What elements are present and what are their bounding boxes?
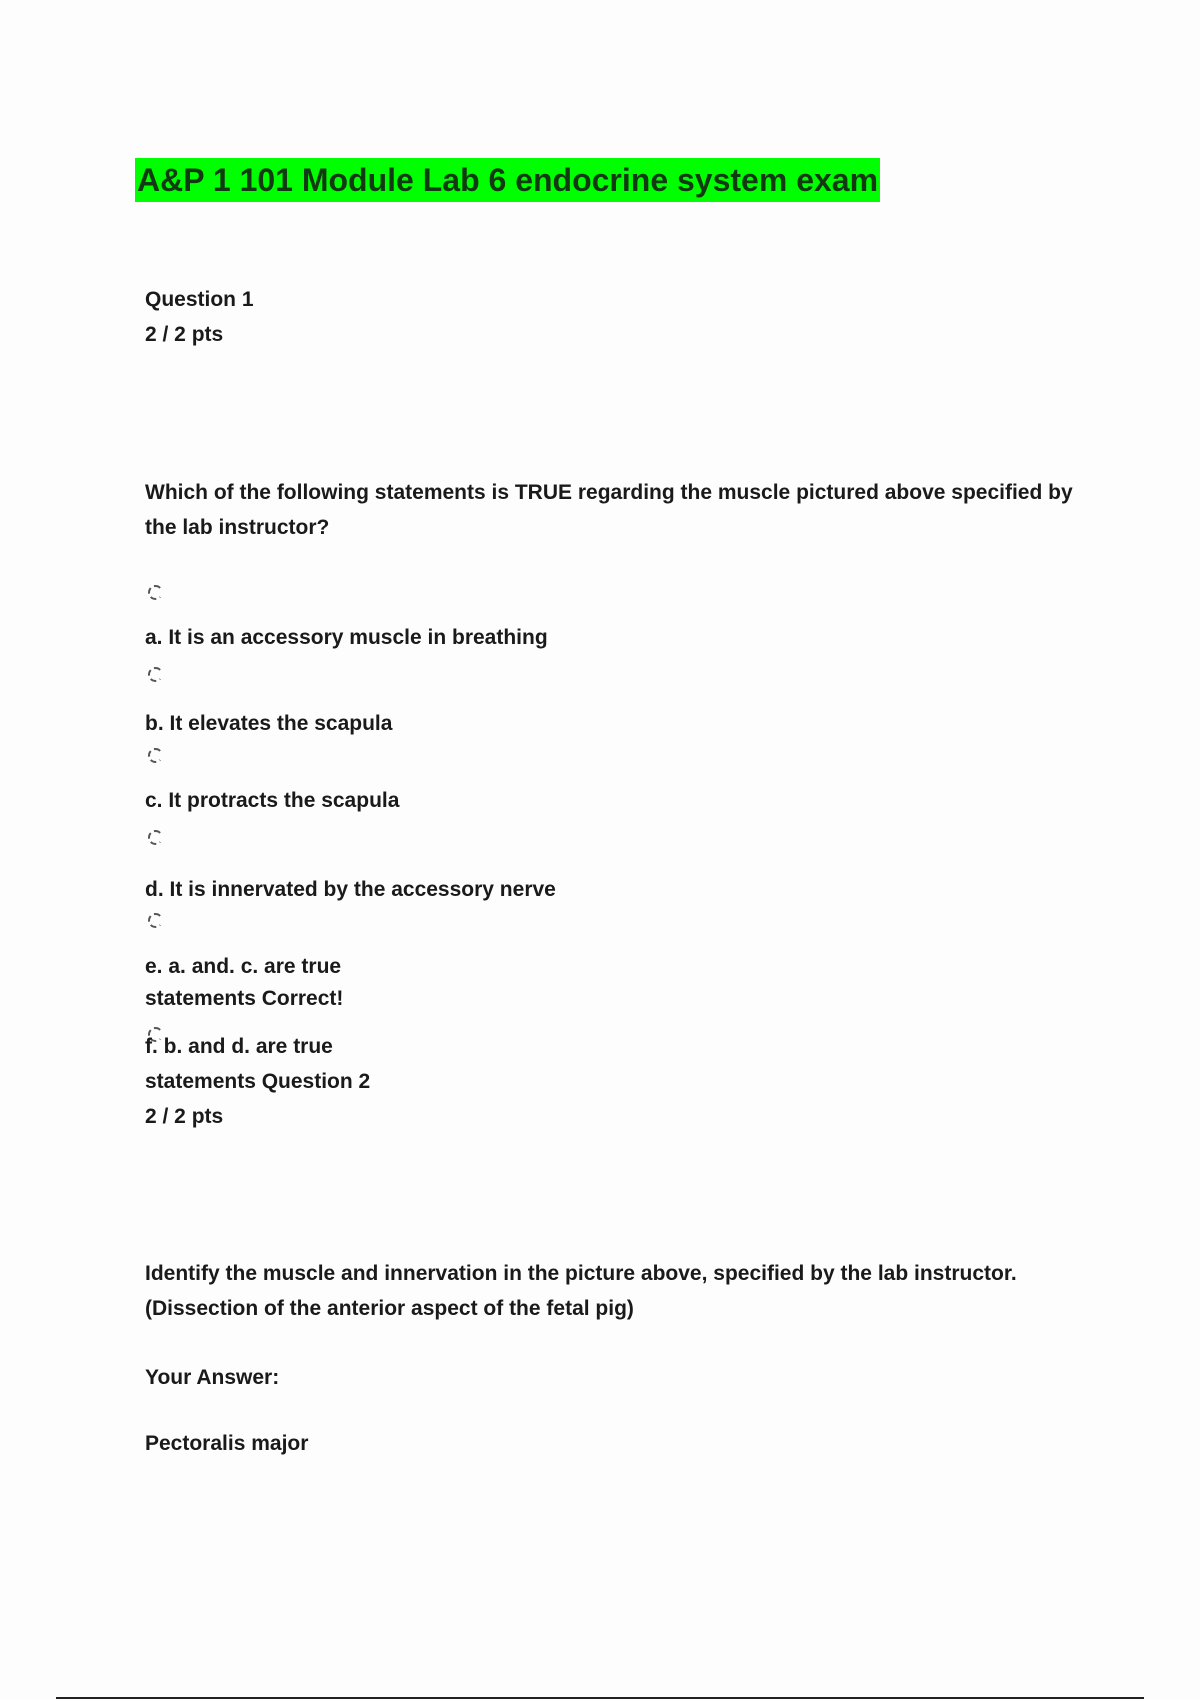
question-1-heading: Question 1 [145, 288, 254, 311]
option-f-continuation: statements Question 2 [145, 1070, 371, 1093]
option-d-radio[interactable] [148, 830, 163, 845]
option-a-label: a. It is an accessory muscle in breathing [145, 626, 548, 649]
option-c-radio[interactable] [148, 748, 163, 763]
question-2-prompt-line-1: Identify the muscle and innervation in the picture above, specified by the lab instructor. [145, 1262, 1017, 1285]
option-e-continuation: statements Correct! [145, 987, 344, 1010]
answer-text: Pectoralis major [145, 1432, 309, 1455]
option-a-radio[interactable] [148, 585, 163, 600]
option-e-radio[interactable] [148, 913, 163, 928]
option-d-label: d. It is innervated by the accessory nerve [145, 878, 556, 901]
option-f-label: f. b. and d. are true [145, 1035, 333, 1058]
document-title: A&P 1 101 Module Lab 6 endocrine system exam [135, 158, 880, 202]
question-2-prompt-line-2: (Dissection of the anterior aspect of the fetal pig) [145, 1297, 634, 1320]
question-1-prompt-line-2: the lab instructor? [145, 516, 330, 539]
question-2-points: 2 / 2 pts [145, 1105, 224, 1128]
option-b-label: b. It elevates the scapula [145, 712, 393, 735]
question-1-prompt-line-1: Which of the following statements is TRUE regarding the muscle pictured above specified by [145, 481, 1073, 504]
option-b-radio[interactable] [148, 667, 163, 682]
question-1-points: 2 / 2 pts [145, 323, 224, 346]
option-c-label: c. It protracts the scapula [145, 789, 400, 812]
page-bottom-rule [56, 1697, 1144, 1699]
option-e-label: e. a. and. c. are true [145, 955, 342, 978]
answer-label: Your Answer: [145, 1366, 280, 1389]
